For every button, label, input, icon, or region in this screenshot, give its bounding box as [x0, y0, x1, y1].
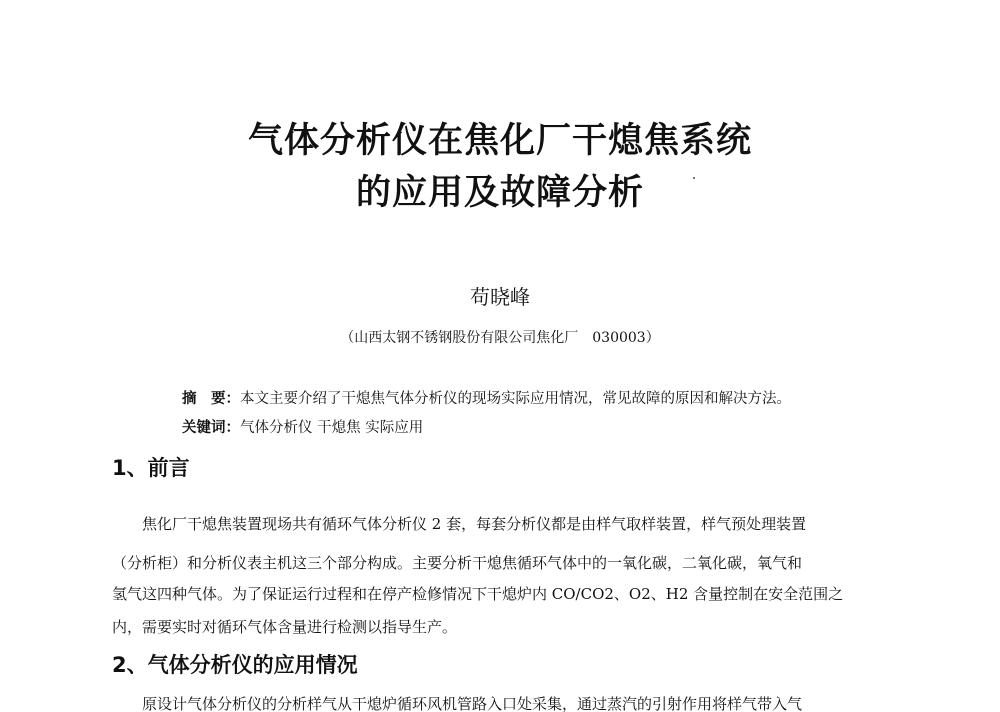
author-affiliation: （山西太钢不锈钢股份有限公司焦化厂 030003）	[340, 330, 660, 346]
keywords	[182, 418, 423, 438]
abstract-label: 摘 要：	[182, 391, 240, 407]
section-heading-introduction: 1、前言	[112, 456, 190, 480]
keywords-text: 气体分析仪 干熄焦 实际应用	[240, 420, 424, 436]
abstract-text: 本文主要介绍了干熄焦气体分析仪的现场实际应用情况，常见故障的原因和解决方法。	[240, 391, 791, 407]
paragraph-line: 氢气这四种气体。为了保证运行过程和在停产检修情况下干熄炉内 CO/CO2、O2、H2 含量控制在安全范围之	[112, 585, 844, 603]
paper-title-line-1: 气体分析仪在焦化厂干熄焦系统	[247, 121, 752, 161]
paragraph-line: 原设计气体分析仪的分析样气从干熄炉循环风机管路入口处采集，通过蒸汽的引射作用将样气带入气	[142, 695, 803, 712]
abstract	[182, 389, 791, 409]
paper-title-line-2: 的应用及故障分析	[355, 173, 644, 213]
paragraph-line: 内，需要实时对循环气体含量进行检测以指导生产。	[112, 618, 458, 636]
scan-speck	[693, 177, 695, 179]
paragraph-line: （分析柜）和分析仪表主机这三个部分构成。主要分析干熄焦循环气体中的一氧化碳，二氧化碳，氧气和	[112, 554, 803, 572]
paragraph-line: 焦化厂干熄焦装置现场共有循环气体分析仪 2 套，每套分析仪都是由样气取样装置，样气预处理装置	[142, 515, 807, 533]
keywords-label: 关键词：	[182, 420, 240, 436]
author-name: 苟晓峰	[470, 285, 530, 309]
section-heading-application: 2、气体分析仪的应用情况	[112, 653, 358, 677]
